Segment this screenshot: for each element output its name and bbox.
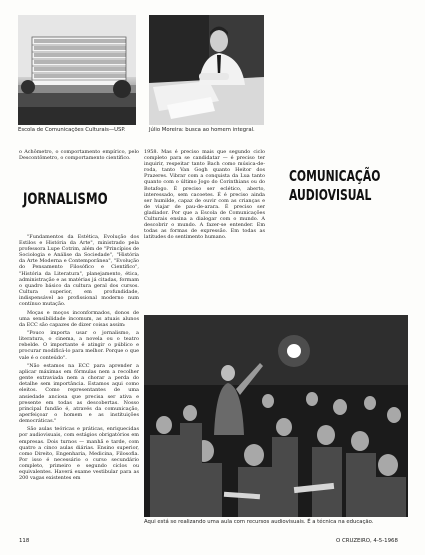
body-paragraph-2: Moças e moços inconformados, donos de uma sensibilidade incomum, as atuais alunos da ECC são capazes de dizer coisas assim:	[19, 309, 139, 328]
body-paragraph-4: "Não estamos na ECC para aprender a aplicar máximas em fórmulas nem a recolher gente extraviada nem a chorar a perda do detalhe sem importância. Estamos aqui como eleitos. Como representantes de uma ansiedade anciosa que precisa ser ativa e presente em todas as descobertas. Nosso principal fundão é, através da comunicação, aperfeiçoar o homem e as instituições democráticas."	[19, 363, 139, 424]
left-column-intro	[19, 149, 139, 175]
classroom-illustration	[144, 315, 408, 517]
left-column-body	[19, 234, 139, 534]
page-number: 118	[19, 538, 30, 544]
building-photo	[18, 15, 136, 125]
classroom-photo	[144, 315, 408, 517]
body-paragraph-5: São aulas teóricas e práticas, enriquecidas por audiovisuais, com estágios obrigatórios em empresas. Dois turnos — manhã e tarde, com quatro a cinco aulas diárias. Ensino superior, como Direito, Engenharia, Medicina, Filosofia. Por isso é necessário o curso secundário completo, primeiro e segundo ciclos ou equivalentes. Haverá exame vestibular para as 200 vagas existentes em	[19, 426, 139, 482]
middle-column-paragraph: 1958. Mas é preciso mais que segundo ciclo completo para se candidatar — é preciso ter inquirir, respeitar tanto Bach como música-de-roda, tanto Van Gogh quanto Heitor dos Prazeres. Vibrar com a conquista da Lua tanto quanto com o último Jogo do Corinthians ou do Botafogo. É preciso ser eclético, aberto, interessado, sem cacoetes. É é preciso ainda ser humilde, capaz de ouvir com as crianças e de viajar de pau-de-arara. É preciso ser gladiador. Por que a Escola de Comunicações Culturais ensina a dialogar com o mundo. A descobrir o mundo. A fazer-se entender. Em todas as formas de expressão. Em todas as latitudes do sentimento humano.	[144, 149, 265, 241]
body-paragraph-3: "Pouco importa usar o jornalismo, a literatura, o cinema, a novela ou o teatro rebelde. O importante é atingir o público e procurar modificá-lo para melhor. Porque o que vale é o conteúdo".	[19, 330, 139, 361]
headline-comunicacao: COMUNICAÇÃO	[289, 167, 381, 185]
building-caption: Escola de Comunicações Culturais—USP.	[18, 127, 126, 133]
left-intro-text: o Achômetro, o comportamento empírico, pelo Descontômetro, o comportamento científico.	[19, 149, 139, 162]
portrait-photo	[149, 15, 264, 125]
classroom-caption: Aqui está se realizando uma aula com recursos audiovisuais. É a técnica na educação.	[144, 519, 374, 525]
headline-audiovisual: AUDIOVISUAL	[289, 186, 372, 204]
portrait-caption: Júlio Moreira: busca ao homem integral.	[149, 127, 255, 133]
middle-column-text	[144, 149, 265, 299]
headline-jornalismo: JORNALISMO	[23, 189, 108, 208]
portrait-illustration	[149, 15, 264, 125]
body-paragraph-1: "Fundamentos da Estética, Evolução dos Estilos e História da Arte", ministrado pela professora Lupe Cotrim, além de "Princípios de Sociologia e Análise da Sociedade", "História da Arte Moderna e Contemporânea", "Evolução do Pensamento Filosófico e Científico", "História da Literatura", planejamento, ética, administração e as matérias já citadas, formam o quadro básico da cultura geral dos cursos. Cultura superior, em profundidade, indispensável ao profissional moderno num contínuo mutação.	[19, 234, 139, 308]
issue-line: O CRUZEIRO, 4-5-1968	[336, 538, 398, 544]
building-illustration	[18, 15, 136, 125]
